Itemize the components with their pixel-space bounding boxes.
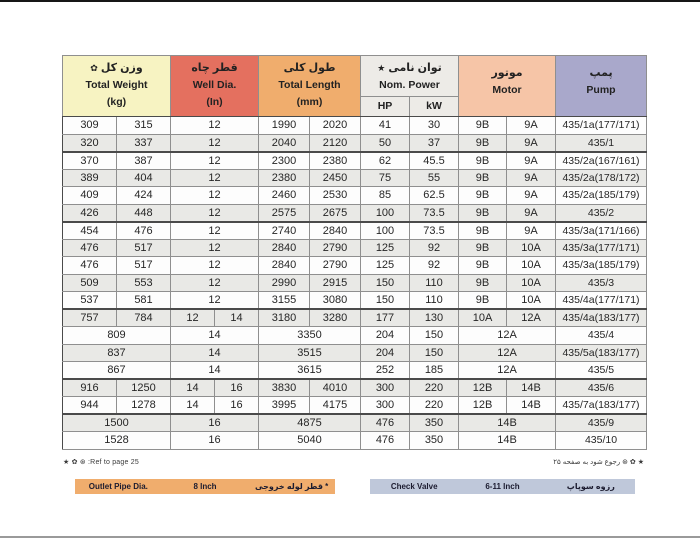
cell-well: 12	[171, 169, 259, 187]
cell-pump: 435/4	[556, 327, 647, 345]
cell-well: 14	[171, 327, 259, 345]
header-total-weight-en: Total Weight	[85, 79, 148, 91]
cell-power: 85	[361, 187, 410, 205]
cell-weight: 476	[63, 239, 117, 257]
cell-length: 2840	[259, 239, 310, 257]
cell-length: 2575	[259, 204, 310, 222]
cell-weight: 581	[117, 292, 171, 310]
cell-weight: 809	[63, 327, 171, 345]
header-total-weight-unit: (kg)	[106, 96, 127, 108]
table-row	[63, 292, 647, 310]
cell-length: 2990	[259, 274, 310, 292]
check-valve-bar	[370, 479, 635, 494]
header-pump-fa: پمپ	[589, 67, 613, 79]
cell-pump: 435/4a(183/177)	[556, 309, 647, 327]
header-total-length-fa: طول کلی	[283, 62, 336, 74]
cell-length: 4875	[259, 414, 361, 432]
table-row	[63, 397, 647, 415]
cell-well: 12	[171, 222, 259, 240]
cell-well: 12	[171, 152, 259, 170]
cell-motor: 9B	[459, 292, 507, 310]
cell-power: 350	[410, 414, 459, 432]
cell-power: 100	[361, 204, 410, 222]
cell-power: 50	[361, 134, 410, 152]
table-row	[63, 187, 647, 205]
cell-weight: 315	[117, 117, 171, 135]
table-row	[63, 204, 647, 222]
table-row	[63, 169, 647, 187]
cell-motor: 12A	[459, 344, 556, 362]
header-well-dia	[171, 56, 259, 117]
header-motor	[459, 56, 556, 117]
cell-weight: 537	[63, 292, 117, 310]
table-row	[63, 344, 647, 362]
cell-power: 350	[410, 432, 459, 450]
cell-weight: 867	[63, 362, 171, 380]
cell-pump: 435/4a(177/171)	[556, 292, 647, 310]
cell-length: 2380	[310, 152, 361, 170]
cell-weight: 1528	[63, 432, 171, 450]
cell-weight: 476	[63, 257, 117, 275]
cell-length: 2840	[310, 222, 361, 240]
cell-power: 204	[361, 327, 410, 345]
cell-motor: 12A	[459, 327, 556, 345]
header-total-length-en: Total Length	[278, 79, 341, 91]
cell-well: 16	[215, 379, 259, 397]
cell-weight: 1500	[63, 414, 171, 432]
cell-power: 110	[410, 274, 459, 292]
cell-length: 3180	[259, 309, 310, 327]
cell-power: 55	[410, 169, 459, 187]
cell-motor: 10A	[507, 257, 556, 275]
cell-pump: 435/5a(183/177)	[556, 344, 647, 362]
cell-length: 2460	[259, 187, 310, 205]
cell-weight: 387	[117, 152, 171, 170]
cell-weight: 517	[117, 257, 171, 275]
header-kw: kW	[426, 100, 442, 112]
cell-length: 2675	[310, 204, 361, 222]
cell-weight: 476	[117, 222, 171, 240]
cell-weight: 404	[117, 169, 171, 187]
cell-weight: 553	[117, 274, 171, 292]
cell-motor: 9B	[459, 204, 507, 222]
cell-pump: 435/2a(178/172)	[556, 169, 647, 187]
header-well-dia-fa: قطر چاه	[191, 62, 238, 74]
cell-power: 92	[410, 257, 459, 275]
cell-power: 220	[410, 397, 459, 415]
cell-pump: 435/3	[556, 274, 647, 292]
cell-power: 62.5	[410, 187, 459, 205]
table-row	[63, 152, 647, 170]
cell-length: 2120	[310, 134, 361, 152]
cell-power: 92	[410, 239, 459, 257]
cell-power: 220	[410, 379, 459, 397]
cell-well: 12	[171, 187, 259, 205]
cell-power: 30	[410, 117, 459, 135]
cell-weight: 784	[117, 309, 171, 327]
cell-motor: 9B	[459, 257, 507, 275]
cell-motor: 9B	[459, 117, 507, 135]
cell-length: 2450	[310, 169, 361, 187]
cell-power: 37	[410, 134, 459, 152]
table-row	[63, 432, 647, 450]
cell-weight: 424	[117, 187, 171, 205]
table-row	[63, 362, 647, 380]
header-pump-en: Pump	[586, 84, 616, 96]
cell-pump: 435/3a(177/171)	[556, 239, 647, 257]
table-row	[63, 239, 647, 257]
table-row	[63, 134, 647, 152]
cell-motor: 9A	[507, 152, 556, 170]
cell-length: 5040	[259, 432, 361, 450]
cell-pump: 435/2	[556, 204, 647, 222]
cell-length: 2020	[310, 117, 361, 135]
cell-weight: 409	[63, 187, 117, 205]
cell-length: 4175	[310, 397, 361, 415]
cell-power: 45.5	[410, 152, 459, 170]
header-well-dia-en: Well Dia.	[192, 79, 237, 91]
cell-weight: 1278	[117, 397, 171, 415]
cell-power: 252	[361, 362, 410, 380]
cell-well: 14	[171, 397, 215, 415]
cell-power: 110	[410, 292, 459, 310]
check-valve-label-fa: رزوه سوپاپ	[566, 482, 615, 491]
cell-length: 3350	[259, 327, 361, 345]
cell-length: 4010	[310, 379, 361, 397]
cell-length: 2915	[310, 274, 361, 292]
cell-motor: 9A	[507, 169, 556, 187]
cell-well: 16	[171, 414, 259, 432]
ref-note-left: ★ ✿ ⊛ :Ref to page 25	[63, 459, 139, 466]
cell-motor: 9B	[459, 274, 507, 292]
cell-well: 12	[171, 257, 259, 275]
outlet-pipe-dia-value: 8 Inch	[193, 482, 217, 491]
cell-well: 16	[171, 432, 259, 450]
cell-length: 2740	[259, 222, 310, 240]
pump-spec-table	[62, 55, 647, 450]
cell-weight: 454	[63, 222, 117, 240]
cell-well: 14	[215, 309, 259, 327]
cell-weight: 426	[63, 204, 117, 222]
cell-well: 14	[171, 362, 259, 380]
cell-length: 2530	[310, 187, 361, 205]
cell-length: 3615	[259, 362, 361, 380]
cell-power: 300	[361, 379, 410, 397]
cell-motor: 9B	[459, 239, 507, 257]
cell-power: 125	[361, 257, 410, 275]
header-hp: HP	[361, 97, 410, 116]
cell-power: 476	[361, 414, 410, 432]
cell-pump: 435/7a(183/177)	[556, 397, 647, 415]
page-bottom-rule	[0, 536, 700, 538]
cell-pump: 435/1	[556, 134, 647, 152]
cell-motor: 14B	[507, 379, 556, 397]
header-nom-power-fa: توان نامی	[388, 62, 442, 74]
cell-power: 150	[410, 327, 459, 345]
cell-motor: 9A	[507, 134, 556, 152]
cell-pump: 435/3a(171/166)	[556, 222, 647, 240]
cell-weight: 517	[117, 239, 171, 257]
cell-well: 12	[171, 134, 259, 152]
cell-well: 12	[171, 292, 259, 310]
cell-pump: 435/6	[556, 379, 647, 397]
cell-power: 125	[361, 239, 410, 257]
cell-power: 185	[410, 362, 459, 380]
ref-note-right-fa: ★ ✿ ⊛ رجوع شود به صفحه ۲۵	[553, 459, 644, 466]
header-total-length	[259, 56, 361, 117]
cell-power: 150	[410, 344, 459, 362]
cell-weight: 1250	[117, 379, 171, 397]
cell-motor: 10A	[507, 292, 556, 310]
cell-pump: 435/3a(185/179)	[556, 257, 647, 275]
cell-pump: 435/1a(177/171)	[556, 117, 647, 135]
cell-power: 75	[361, 169, 410, 187]
cell-well: 12	[171, 117, 259, 135]
check-valve-value: 6-11 Inch	[485, 482, 520, 491]
cell-motor: 10A	[459, 309, 507, 327]
cell-weight: 916	[63, 379, 117, 397]
cell-power: 150	[361, 274, 410, 292]
cell-well: 14	[171, 379, 215, 397]
cell-well: 12	[171, 239, 259, 257]
table-row	[63, 274, 647, 292]
cell-motor: 9B	[459, 187, 507, 205]
cell-length: 3280	[310, 309, 361, 327]
page-top-rule	[0, 0, 700, 2]
cell-power: 41	[361, 117, 410, 135]
cell-length: 2790	[310, 257, 361, 275]
outlet-pipe-dia-label-en: Outlet Pipe Dia.	[88, 482, 148, 491]
cell-weight: 837	[63, 344, 171, 362]
cell-weight: 757	[63, 309, 117, 327]
header-motor-en: Motor	[492, 84, 522, 96]
cell-well: 14	[171, 344, 259, 362]
cell-length: 3515	[259, 344, 361, 362]
cell-weight: 448	[117, 204, 171, 222]
cell-power: 300	[361, 397, 410, 415]
cell-motor: 10A	[507, 274, 556, 292]
cell-pump: 435/2a(185/179)	[556, 187, 647, 205]
cell-motor: 12A	[459, 362, 556, 380]
table-row	[63, 117, 647, 135]
cell-weight: 944	[63, 397, 117, 415]
cell-motor: 9B	[459, 134, 507, 152]
cell-motor: 9B	[459, 152, 507, 170]
header-nom-power	[361, 56, 459, 117]
header-total-weight-fa: وزن کل	[100, 62, 143, 74]
cell-well: 12	[171, 204, 259, 222]
cell-weight: 509	[63, 274, 117, 292]
cell-motor: 9A	[507, 117, 556, 135]
cell-length: 1990	[259, 117, 310, 135]
header-pump	[556, 56, 647, 117]
check-valve-label-en: Check Valve	[390, 482, 438, 491]
cell-power: 177	[361, 309, 410, 327]
cell-power: 150	[361, 292, 410, 310]
cell-power: 73.5	[410, 204, 459, 222]
cell-weight: 309	[63, 117, 117, 135]
cell-length: 3830	[259, 379, 310, 397]
cell-length: 2040	[259, 134, 310, 152]
cell-length: 2840	[259, 257, 310, 275]
cell-motor: 12A	[507, 309, 556, 327]
cell-well: 12	[171, 309, 215, 327]
cell-length: 2790	[310, 239, 361, 257]
header-total-length-unit: (mm)	[296, 96, 323, 108]
cell-pump: 435/9	[556, 414, 647, 432]
star-icon: ★	[377, 63, 386, 73]
cell-length: 3995	[259, 397, 310, 415]
outlet-pipe-dia-bar	[75, 479, 335, 494]
header-total-weight	[63, 56, 171, 117]
cell-power: 73.5	[410, 222, 459, 240]
cell-motor: 9A	[507, 222, 556, 240]
cell-motor: 14B	[459, 414, 556, 432]
header-nom-power-en: Nom. Power	[379, 79, 440, 91]
header-well-dia-unit: (In)	[206, 96, 223, 108]
cell-length: 2380	[259, 169, 310, 187]
table-body	[63, 117, 647, 450]
table-row	[63, 257, 647, 275]
cell-length: 2300	[259, 152, 310, 170]
cell-weight: 337	[117, 134, 171, 152]
table-row	[63, 309, 647, 327]
cell-motor: 9B	[459, 222, 507, 240]
table-row	[63, 414, 647, 432]
cell-motor: 9B	[459, 169, 507, 187]
cell-power: 130	[410, 309, 459, 327]
cell-weight: 320	[63, 134, 117, 152]
cell-motor: 12B	[459, 397, 507, 415]
table-row	[63, 379, 647, 397]
table-row	[63, 222, 647, 240]
header-motor-fa: موتور	[491, 67, 523, 79]
cell-motor: 9A	[507, 187, 556, 205]
cell-length: 3080	[310, 292, 361, 310]
cell-motor: 14B	[507, 397, 556, 415]
header-row	[63, 56, 647, 117]
outlet-pipe-dia-label-fa: * قطر لوله خروجی	[255, 482, 329, 491]
cell-motor: 10A	[507, 239, 556, 257]
cell-motor: 12B	[459, 379, 507, 397]
cell-power: 476	[361, 432, 410, 450]
table-row	[63, 327, 647, 345]
cell-pump: 435/2a(167/161)	[556, 152, 647, 170]
header-hp-kw	[361, 96, 458, 116]
cell-length: 3155	[259, 292, 310, 310]
cell-power: 100	[361, 222, 410, 240]
cell-pump: 435/5	[556, 362, 647, 380]
cell-well: 12	[171, 274, 259, 292]
cell-motor: 9A	[507, 204, 556, 222]
cell-power: 62	[361, 152, 410, 170]
cell-well: 16	[215, 397, 259, 415]
cell-weight: 389	[63, 169, 117, 187]
cell-weight: 370	[63, 152, 117, 170]
gear-icon: ✿	[90, 63, 98, 73]
cell-motor: 14B	[459, 432, 556, 450]
cell-pump: 435/10	[556, 432, 647, 450]
cell-power: 204	[361, 344, 410, 362]
